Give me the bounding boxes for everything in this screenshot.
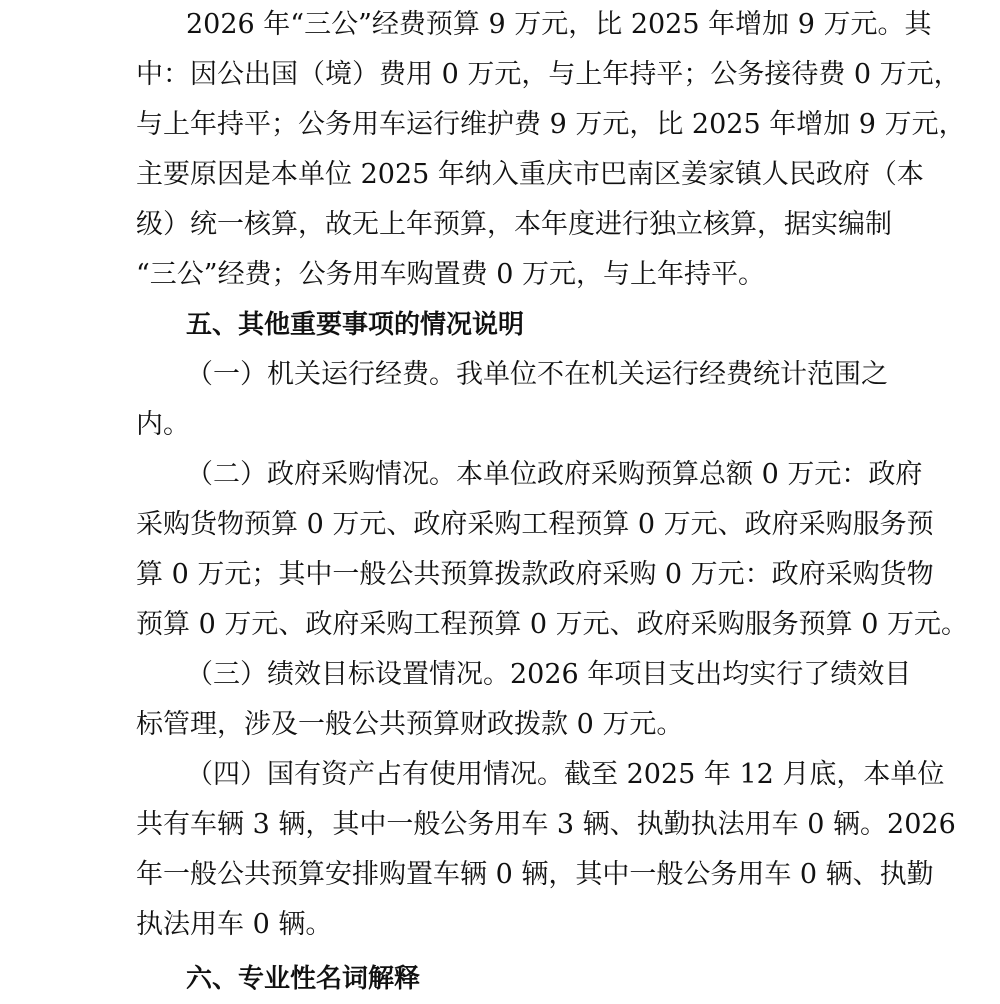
section-heading-terminology: 六、专业性名词解释 [186, 964, 421, 994]
text-line: （三）绩效目标设置情况。2026 年项目支出均实行了绩效目 [186, 659, 912, 690]
paragraph-government-procurement [136, 450, 969, 650]
paragraph-state-assets [136, 750, 956, 950]
text-line: 算 0 万元；其中一般公共预算拨款政府采购 0 万元：政府采购货物 [136, 559, 934, 590]
text-line: “三公”经费；公务用车购置费 0 万元，与上年持平。 [136, 259, 765, 290]
text-line: 中：因公出国（境）费用 0 万元，与上年持平；公务接待费 0 万元， [136, 59, 961, 90]
text-line: （一）机关运行经费。我单位不在机关运行经费统计范围之 [186, 359, 888, 390]
text-line: （四）国有资产占有使用情况。截至 2025 年 12 月底，本单位 [186, 759, 945, 790]
paragraph-performance-targets [136, 650, 912, 750]
text-line: 内。 [136, 409, 190, 440]
text-line: 与上年持平；公务用车运行维护费 9 万元，比 2025 年增加 9 万元， [136, 109, 966, 140]
text-line: 采购货物预算 0 万元、政府采购工程预算 0 万元、政府采购服务预 [136, 509, 934, 540]
document-body [136, 0, 969, 1004]
text-line: 2026 年“三公”经费预算 9 万元，比 2025 年增加 9 万元。其 [186, 9, 932, 40]
paragraph-sangong-budget [136, 0, 966, 300]
text-line: 共有车辆 3 辆，其中一般公务用车 3 辆、执勤执法用车 0 辆。2026 [136, 809, 956, 840]
text-line: 标管理，涉及一般公共预算财政拨款 0 万元。 [136, 709, 684, 740]
text-line: 执法用车 0 辆。 [136, 909, 333, 940]
text-line: 级）统一核算，故无上年预算，本年度进行独立核算，据实编制 [136, 209, 892, 240]
text-line: （二）政府采购情况。本单位政府采购预算总额 0 万元：政府 [186, 459, 923, 490]
text-line: 主要原因是本单位 2025 年纳入重庆市巴南区姜家镇人民政府（本 [136, 159, 924, 190]
paragraph-operating-expenses [136, 350, 896, 450]
text-line: 年一般公共预算安排购置车辆 0 辆，其中一般公务用车 0 辆、执勤 [136, 859, 934, 890]
text-line: 预算 0 万元、政府采购工程预算 0 万元、政府采购服务预算 0 万元。 [136, 609, 969, 640]
section-heading-other-matters: 五、其他重要事项的情况说明 [186, 310, 525, 340]
